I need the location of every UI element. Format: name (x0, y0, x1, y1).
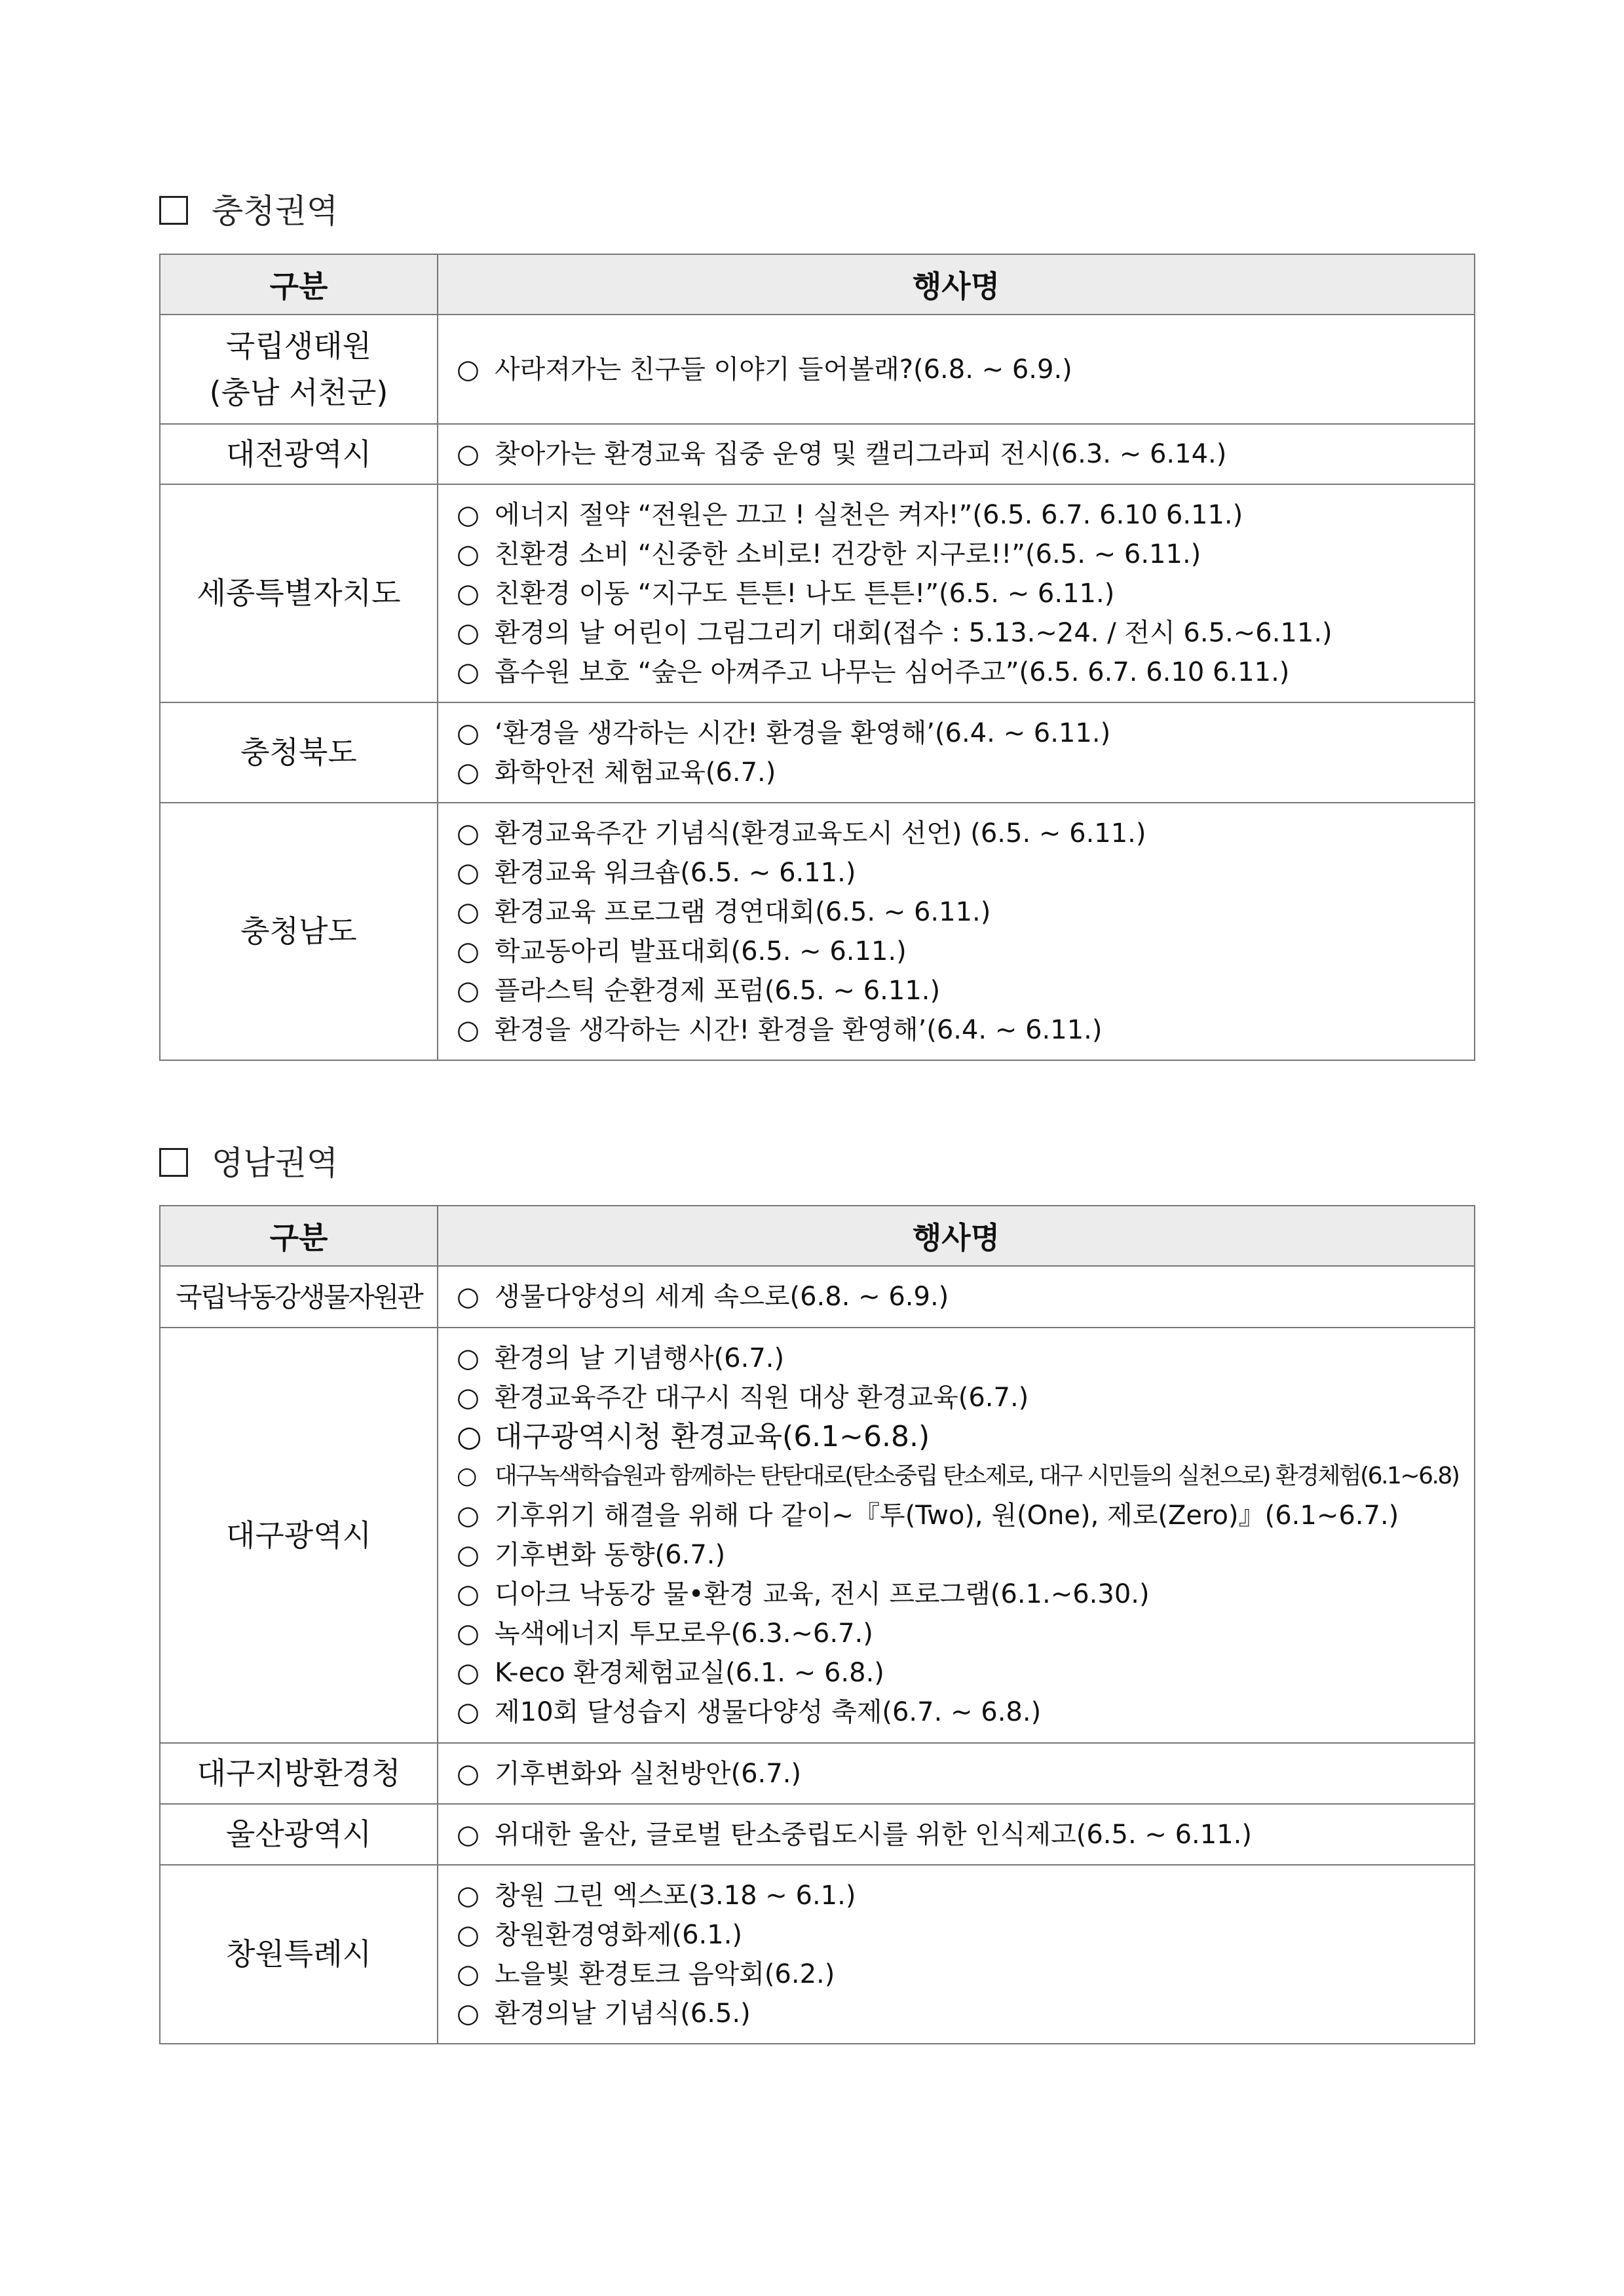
events-cell (438, 1865, 1475, 2044)
circle-bullet-icon: ○ (457, 617, 480, 648)
events-table-chungcheong (159, 254, 1475, 1061)
table-row (160, 1804, 1475, 1865)
circle-bullet-icon: ○ (457, 818, 480, 849)
events-cell (438, 1743, 1475, 1804)
category-line: 대전광역시 (225, 436, 372, 472)
event-item: ○ 위대한 울산, 글로벌 탄소중립도시를 위한 인식제고(6.5. ~ 6.11.) (457, 1815, 1474, 1854)
circle-bullet-icon: ○ (457, 1579, 480, 1609)
header-category: 구분 (160, 254, 438, 315)
event-item: ○ 기후위기 해결을 위해 다 같이~『투(Two), 원(One), 제로(Zero)』(6.1~6.7.) (457, 1496, 1474, 1535)
category-cell (160, 1266, 438, 1328)
circle-bullet-icon: ○ (457, 539, 480, 569)
circle-bullet-icon: ○ (457, 757, 480, 788)
section-title-yeongnam (159, 1143, 338, 1183)
event-item: ○ 환경의날 기념식(6.5.) (457, 1994, 1474, 2033)
circle-bullet-icon: ○ (457, 896, 480, 927)
circle-bullet-icon: ○ (457, 578, 480, 609)
circle-bullet-icon: ○ (457, 657, 480, 687)
section-title-chungcheong (159, 191, 338, 231)
events-cell (438, 702, 1475, 803)
category-line: 울산광역시 (225, 1816, 372, 1852)
circle-bullet-icon: ○ (457, 1420, 482, 1453)
circle-bullet-icon: ○ (457, 718, 480, 748)
category-cell (160, 1804, 438, 1865)
event-item: ○ 환경의 날 기념행사(6.7.) (457, 1339, 1474, 1378)
event-item: ○ 디아크 낙동강 물•환경 교육, 전시 프로그램(6.1.~6.30.) (457, 1575, 1474, 1614)
category-line: 대구광역시 (225, 1517, 372, 1553)
section-title-text: 영남권역 (212, 1144, 339, 1182)
event-item: ○ 창원 그린 엑스포(3.18 ~ 6.1.) (457, 1876, 1474, 1915)
event-item: ○ 기후변화와 실천방안(6.7.) (457, 1754, 1474, 1793)
event-item: ○ 찾아가는 환경교육 집중 운영 및 캘리그라피 전시(6.3. ~ 6.14.) (457, 434, 1474, 474)
circle-bullet-icon: ○ (457, 1463, 478, 1489)
circle-bullet-icon: ○ (457, 1880, 480, 1911)
event-item: ○ 친환경 소비 “신중한 소비로! 건강한 지구로!!”(6.5. ~ 6.11.) (457, 535, 1474, 574)
event-item: ○ 화학안전 체험교육(6.7.) (457, 753, 1474, 792)
event-item: ○ 학교동아리 발표대회(6.5. ~ 6.11.) (457, 932, 1474, 971)
event-item: ○ 환경교육주간 기념식(환경교육도시 선언) (6.5. ~ 6.11.) (457, 814, 1474, 853)
events-cell (438, 1266, 1475, 1328)
circle-bullet-icon: ○ (457, 499, 480, 530)
event-item: ○ ‘환경을 생각하는 시간! 환경을 환영해’(6.4. ~ 6.11.) (457, 714, 1474, 753)
category-cell (160, 702, 438, 803)
table-row (160, 803, 1475, 1060)
category-cell (160, 1743, 438, 1804)
table-row (160, 1865, 1475, 2044)
circle-bullet-icon: ○ (457, 936, 480, 966)
circle-bullet-icon: ○ (457, 1758, 480, 1789)
event-item: ○ 흡수원 보호 “숲은 아껴주고 나무는 심어주고”(6.5. 6.7. 6.10 6.11.) (457, 653, 1474, 692)
event-item: ○ 사라져가는 친구들 이야기 들어볼래?(6.8. ~ 6.9.) (457, 350, 1474, 389)
event-item: ○ 플라스틱 순환경제 포럼(6.5. ~ 6.11.) (457, 971, 1474, 1010)
table-row (160, 1266, 1475, 1328)
event-item: ○ 창원환경영화제(6.1.) (457, 1915, 1474, 1955)
category-cell (160, 484, 438, 702)
event-item: ○ 에너지 절약 “전원은 끄고 ! 실천은 켜자!”(6.5. 6.7. 6.10 6.11.) (457, 495, 1474, 535)
circle-bullet-icon: ○ (457, 1501, 480, 1531)
category-line: 대구지방환경청 (197, 1755, 401, 1791)
event-item: ○ 노을빛 환경토크 음악회(6.2.) (457, 1955, 1474, 1994)
circle-bullet-icon: ○ (457, 439, 480, 469)
header-events: 행사명 (438, 254, 1475, 315)
category-cell (160, 315, 438, 424)
event-item: ○ 환경교육 프로그램 경연대회(6.5. ~ 6.11.) (457, 892, 1474, 932)
circle-bullet-icon: ○ (457, 1383, 480, 1413)
event-item: ○ 녹색에너지 투모로우(6.3.~6.7.) (457, 1614, 1474, 1653)
circle-bullet-icon: ○ (457, 1540, 480, 1570)
events-cell (438, 803, 1475, 1060)
event-item: ○ 대구녹색학습원과 함께하는 탄탄대로(탄소중립 탄소제로, 대구 시민들의 실천으로) 환경체험(6.1~6.8) (457, 1457, 1474, 1496)
category-cell (160, 424, 438, 484)
category-line: 국립생태원 (225, 328, 372, 364)
event-item: ○ 대구광역시청 환경교육(6.1~6.8.) (457, 1417, 1474, 1457)
circle-bullet-icon: ○ (457, 1959, 480, 1989)
circle-bullet-icon: ○ (457, 1697, 480, 1727)
circle-bullet-icon: ○ (457, 354, 480, 385)
table-row (160, 1743, 1475, 1804)
event-item: ○ 기후변화 동향(6.7.) (457, 1535, 1474, 1575)
circle-bullet-icon: ○ (457, 975, 480, 1006)
events-cell (438, 484, 1475, 702)
category-line: 창원특례시 (225, 1936, 372, 1972)
checkbox-square-icon (159, 1148, 188, 1177)
category-cell (160, 1865, 438, 2044)
event-item: ○ 환경교육주간 대구시 직원 대상 환경교육(6.7.) (457, 1378, 1474, 1417)
circle-bullet-icon: ○ (457, 1919, 480, 1950)
circle-bullet-icon: ○ (457, 1343, 480, 1373)
event-item: ○ 환경의 날 어린이 그림그리기 대회(접수 : 5.13.~24. / 전시 6.5.~6.11.) (457, 613, 1474, 653)
circle-bullet-icon: ○ (457, 1998, 480, 2029)
section-title-text: 충청권역 (212, 192, 339, 230)
header-category: 구분 (160, 1206, 438, 1266)
table-row (160, 315, 1475, 424)
table-row (160, 1328, 1475, 1743)
circle-bullet-icon: ○ (457, 1014, 480, 1045)
event-item: ○ 환경교육 워크숍(6.5. ~ 6.11.) (457, 853, 1474, 892)
table-header-row (160, 254, 1475, 315)
events-cell (438, 315, 1475, 424)
category-line: 국립낙동강생물자원관 (176, 1280, 422, 1313)
event-item: ○ K-eco 환경체험교실(6.1. ~ 6.8.) (457, 1653, 1474, 1693)
table-row (160, 702, 1475, 803)
event-item: ○ 친환경 이동 “지구도 튼튼! 나도 튼튼!”(6.5. ~ 6.11.) (457, 574, 1474, 613)
circle-bullet-icon: ○ (457, 1658, 480, 1688)
events-table-yeongnam (159, 1205, 1475, 2044)
event-item: ○ 환경을 생각하는 시간! 환경을 환영해’(6.4. ~ 6.11.) (457, 1010, 1474, 1050)
category-cell (160, 1328, 438, 1743)
category-line: 세종특별자치도 (197, 575, 401, 611)
category-line: 충청북도 (240, 735, 357, 770)
circle-bullet-icon: ○ (457, 1819, 480, 1850)
events-cell (438, 1328, 1475, 1743)
category-line: (충남 서천군) (209, 374, 388, 410)
header-events: 행사명 (438, 1206, 1475, 1266)
event-item: ○ 제10회 달성습지 생물다양성 축제(6.7. ~ 6.8.) (457, 1693, 1474, 1732)
category-line: 충청남도 (240, 913, 357, 949)
category-cell (160, 803, 438, 1060)
checkbox-square-icon (159, 196, 188, 225)
table-header-row (160, 1206, 1475, 1266)
circle-bullet-icon: ○ (457, 1618, 480, 1649)
circle-bullet-icon: ○ (457, 1282, 480, 1312)
events-cell (438, 1804, 1475, 1865)
event-item: ○ 생물다양성의 세계 속으로(6.8. ~ 6.9.) (457, 1277, 1474, 1316)
events-cell (438, 424, 1475, 484)
circle-bullet-icon: ○ (457, 857, 480, 888)
table-row (160, 484, 1475, 702)
table-row (160, 424, 1475, 484)
